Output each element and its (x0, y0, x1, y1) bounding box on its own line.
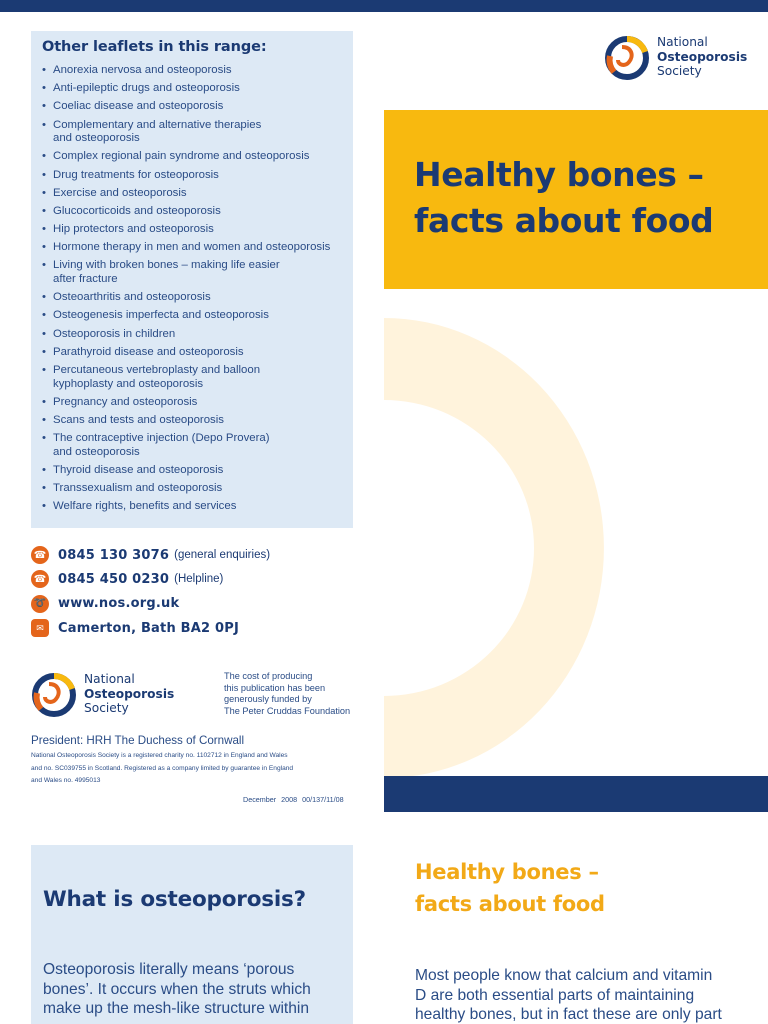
leaflet-item: • Parathyroid disease and osteoporosis (42, 346, 343, 360)
osteo-heading: What is osteoporosis? (43, 887, 306, 912)
leaflet-item: • Living with broken bones – making life easier after fracture (42, 259, 343, 286)
president-line: President: HRH The Duchess of Cornwall (31, 734, 245, 747)
contact-value: 0845 450 0230 (58, 571, 170, 587)
leaflet-item: • Exercise and osteoporosis (42, 187, 343, 201)
contact-note: (Helpline) (174, 573, 224, 586)
leaflet-item: • Glucocorticoids and osteoporosis (42, 205, 343, 219)
leaflet-item: • Pregnancy and osteoporosis (42, 396, 343, 410)
web-icon: ➰ (31, 595, 49, 613)
phone-icon: ☎ (31, 570, 49, 588)
leaflet-item: • Osteoarthritis and osteoporosis (42, 291, 343, 305)
leaflet-list (42, 64, 343, 514)
cover-title-block (384, 110, 768, 289)
leaflet-item: • Complementary and alternative therapies and osteoporosis (42, 119, 343, 146)
decorative-arc (384, 318, 604, 778)
top-navy-band (0, 0, 768, 12)
cover-title-line-2: facts about food (414, 201, 714, 240)
mail-icon: ✉ (31, 619, 49, 637)
phone-icon: ☎ (31, 546, 49, 564)
leaflet-item: • Anorexia nervosa and osteoporosis (42, 64, 343, 78)
contact-value: 0845 130 3076 (58, 547, 170, 563)
funding-note: The cost of producing this publication has been generously funded by The Peter Cruddas Foundation (224, 671, 351, 716)
contact-row (31, 595, 371, 613)
what-is-osteoporosis-panel (31, 845, 353, 1024)
food-heading: Healthy bones – facts about food (415, 860, 605, 916)
contact-row (31, 570, 371, 588)
nos-logo-icon (604, 34, 650, 80)
nos-logo-text: National Osteoporosis Society (84, 672, 175, 716)
osteo-body: Osteoporosis literally means ‘porous bones’. It occurs when the struts which make up the mesh-like structure within (43, 961, 311, 1018)
print-code: December 2008 00/137/11/08 (243, 795, 344, 804)
leaflets-title: Other leaflets in this range: (42, 39, 267, 55)
leaflet-item: • Hormone therapy in men and women and osteoporosis (42, 241, 343, 255)
leaflet-item: • Thyroid disease and osteoporosis (42, 464, 343, 478)
other-leaflets-panel (31, 31, 353, 528)
footer-nos-logo (31, 671, 174, 717)
registration-text: National Osteoporosis Society is a registered charity no. 1102712 in England and Wales and no. SC039755 in Scotland. Registered as a company limited by guarantee in England and Wales no. 4995013 (31, 752, 294, 785)
leaflet-item: • Percutaneous vertebroplasty and balloon kyphoplasty and osteoporosis (42, 364, 343, 391)
nos-logo-icon (31, 671, 77, 717)
leaflet-item: • Scans and tests and osteoporosis (42, 414, 343, 428)
cover-title-line-1: Healthy bones – (414, 155, 704, 194)
leaflet-item: • Transsexualism and osteoporosis (42, 482, 343, 496)
contact-value[interactable]: www.nos.org.uk (58, 596, 180, 612)
navy-band (384, 776, 768, 812)
leaflet-item: • Drug treatments for osteoporosis (42, 169, 343, 183)
contact-note: (general enquiries) (174, 549, 271, 561)
leaflet-item: • Hip protectors and osteoporosis (42, 223, 343, 237)
header-nos-logo (604, 34, 747, 80)
leaflet-item: • Coeliac disease and osteoporosis (42, 100, 343, 114)
leaflet-item: • Osteogenesis imperfecta and osteoporosis (42, 309, 343, 323)
contact-details (31, 546, 371, 644)
contact-row (31, 546, 371, 564)
leaflet-item: • Welfare rights, benefits and services (42, 500, 343, 514)
nos-logo-text: National Osteoporosis Society (657, 35, 748, 79)
contact-value: Camerton, Bath BA2 0PJ (58, 620, 239, 636)
leaflet-item: • Complex regional pain syndrome and osteoporosis (42, 150, 343, 164)
leaflet-item: • Anti-epileptic drugs and osteoporosis (42, 82, 343, 96)
leaflet-item: • Osteoporosis in children (42, 328, 343, 342)
food-body: Most people know that calcium and vitamin D are both essential parts of maintaining healthy bones, but in fact these are only part (415, 967, 722, 1024)
leaflet-item: • The contraceptive injection (Depo Provera) and osteoporosis (42, 432, 343, 459)
contact-row (31, 619, 371, 637)
